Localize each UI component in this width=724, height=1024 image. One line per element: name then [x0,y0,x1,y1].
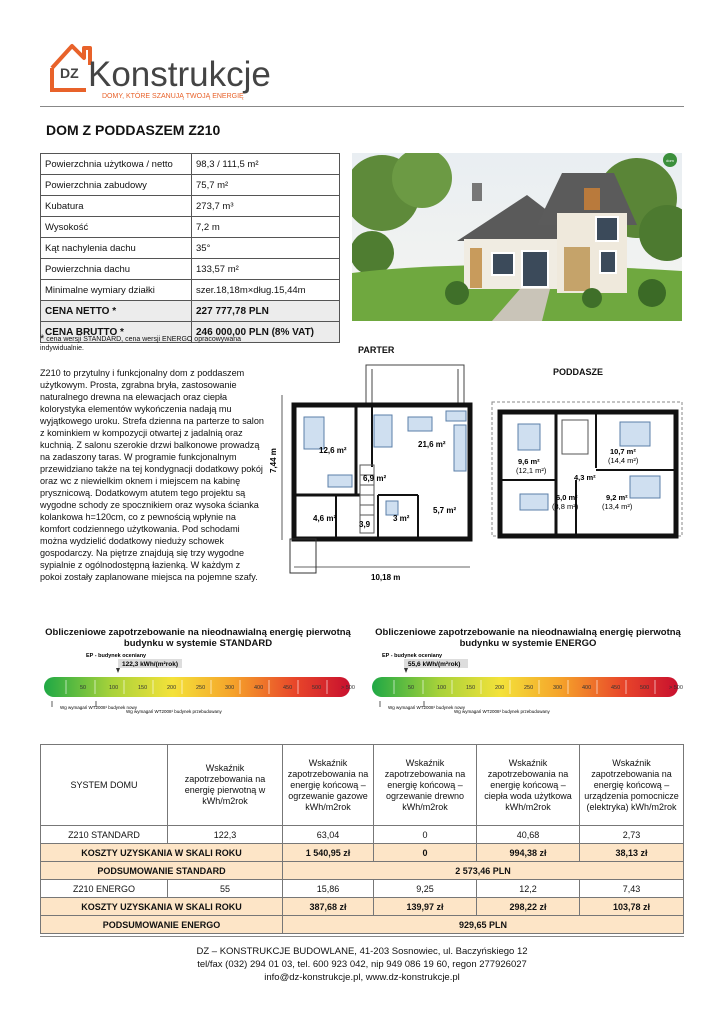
room-label: 3,9 [359,520,371,529]
summary-row [41,916,684,934]
house-description: Z210 to przytulny i funkcjonalny dom z poddaszem użytkowym. Prosta, zgrabna bryła, zastosowanie naturalnego drewna na elewacjach oraz ciepła kolorystyka elementów wykończenia nadają mu wyjątkowego uroku. Strefa dzienna na parterze to salon z kominkiem w kompozycji otwartej z jadalnią oraz kuchnią. Z salonu szerokie drzwi balkonowe prowadzą na zadaszony taras. W programie funkcjonalnym przewidziano także na tej kondygnacji dodatkowy pokój oraz wc z niewielkim oknem i miejscem na kabinę prysznicową. Dodatkowym atutem tego projektu są wygodne schody ze spocznikiem oraz wysoka ścianka kolankowa h=120cm, co z pewnością wpłynie na komfort codziennego użytkowania. Pod schodami można wydzielić dodatkowy nieduży schowek gospodarczy. Na piętrze znajdują się trzy wygodne sypialnie z ogólnodostępną łazienką. W każdym z pokoi zostały zaplanowane miejsca na pojemne szafy. [40,368,264,582]
spec-value: szer.18,18m×dług.15,44m [192,280,340,301]
energy-scale-energo [368,649,684,729]
cost-label: KOSZTY UZYSKANIA W SKALI ROKU [41,898,283,916]
poddasze-floor-plan [490,376,686,542]
energy-scale-standard [40,649,356,729]
table-cell: 40,68 [477,826,580,844]
scale-tick-label: 200 [167,685,177,691]
ep-value-label: 55,6 kWh/(m²rok) [408,661,461,668]
table-cell: 0 [374,826,477,844]
scale-tick-label: 250 [524,685,534,691]
table-cell: 122,3 [168,826,283,844]
table-cell: 38,13 zł [580,844,684,862]
table-cell: 0 [374,844,477,862]
spec-row [41,259,340,280]
table-cell: 139,97 zł [374,898,477,916]
ep-label: EP - budynek oceniany [382,653,443,659]
page-title: DOM Z PODDASZEM Z210 [46,122,221,138]
table-row [41,826,684,844]
footer-phones: tel/fax (032) 294 01 03, tel. 600 923 042, nip 949 086 19 60, regon 277926027 [197,959,527,970]
req-renov-label: Wg wymagań WT2008¹ budynek przebudowany [126,709,222,714]
table-cell: Z210 STANDARD [41,826,168,844]
scale-tick-label: 300 [553,685,563,691]
spec-row [41,154,340,175]
column-header: SYSTEM DOMU [41,745,168,826]
room-label: (14,4 m²) [608,456,639,465]
footer-divider [40,936,684,937]
scale-tick-label: 100 [437,685,447,691]
room-label: 3 m² [393,514,410,523]
column-header: Wskaźnik zapotrzebowania na energię końcową – urządzenia pomocnicze (elektryka) kWh/m2rok [580,745,684,826]
price-label: CENA NETTO * [41,301,192,322]
scale-tick-label: 400 [582,685,592,691]
logo-tagline: DOMY, KTÓRE SZANUJĄ TWOJĄ ENERGIĘ [102,93,244,100]
summary-row [41,862,684,880]
spec-value: 75,7 m² [192,175,340,196]
room-label: (12,1 m²) [516,466,547,475]
column-header: Wskaźnik zapotrzebowania na energię końcową – ciepła woda użytkowa kWh/m2rok [477,745,580,826]
energy-table [40,744,684,934]
logo-dz: DZ [60,65,79,81]
spec-row [41,196,340,217]
table-cell: 2,73 [580,826,684,844]
scale-tick-label: 500 [640,685,650,691]
spec-label: Kubatura [41,196,192,217]
footer-address: DZ – KONSTRUKCJE BUDOWLANE, 41-203 Sosnowiec, ul. Baczyńskiego 12 [196,946,528,957]
room-label: 4,6 m² [313,514,337,523]
spec-label: Kąt nachylenia dachu [41,238,192,259]
table-cell: 7,43 [580,880,684,898]
spec-label: Minimalne wymiary działki [41,280,192,301]
parter-floor-plan [268,355,488,595]
price-value: 246 000,00 PLN (8% VAT) [192,322,340,343]
ep-value-label: 122,3 kWh/(m²rok) [122,661,178,668]
table-cell: 103,78 zł [580,898,684,916]
spec-row [41,175,340,196]
scale-tick-label: 500 [312,685,322,691]
spec-label: Powierzchnia dachu [41,259,192,280]
dim-width: 10,18 m [371,573,401,582]
energy-standard-title: Obliczeniowe zapotrzebowanie na nieodnawialną energię pierwotną budynku w systemie STANDARD [45,627,351,649]
scale-tick-label: > 500 [341,685,355,691]
table-cell: 63,04 [283,826,374,844]
spec-value: 273,7 m³ [192,196,340,217]
cost-label: KOSZTY UZYSKANIA W SKALI ROKU [41,844,283,862]
spec-value: 7,2 m [192,217,340,238]
scale-tick-label: 100 [109,685,119,691]
req-new-label: Wg wymagań WT2008¹ budynek nowy [60,705,138,710]
energy-energo-title: Obliczeniowe zapotrzebowanie na nieodnawialną energię pierwotną budynku w systemie ENERGO [375,627,681,649]
room-label: (13,4 m²) [602,502,633,511]
scale-tick-label: 400 [254,685,264,691]
table-cell: 15,86 [283,880,374,898]
spec-value: 98,3 / 111,5 m² [192,154,340,175]
price-row [41,301,340,322]
scale-tick-label: 450 [283,685,293,691]
summary-label: PODSUMOWANIE ENERGO [41,916,283,934]
parter-label: PARTER [358,345,395,355]
req-renov-label: Wg wymagań WT2008¹ budynek przebudowany [454,709,550,714]
price-note [40,335,280,353]
room-label: 6,0 m² [556,493,578,502]
scale-tick-label: 150 [466,685,476,691]
table-cell: 994,38 zł [477,844,580,862]
photo-badge: dom [666,158,674,163]
scale-tick-label: > 500 [669,685,683,691]
room-label: 5,7 m² [433,506,457,515]
scale-tick-label: 300 [225,685,235,691]
scale-tick-label: 200 [495,685,505,691]
table-cell: 298,22 zł [477,898,580,916]
footer-contact-links[interactable]: info@dz-konstrukcje.pl, www.dz-konstrukcje.pl [264,972,460,983]
spec-row [41,238,340,259]
header-divider [40,106,684,107]
room-label: 4,3 m² [574,473,596,482]
footer [40,945,684,984]
scale-tick-label: 450 [611,685,621,691]
cost-row [41,898,684,916]
req-new-label: Wg wymagań WT2008¹ budynek nowy [388,705,466,710]
spec-label: Powierzchnia zabudowy [41,175,192,196]
company-logo [48,38,308,100]
table-header-row [41,745,684,826]
logo-name: Konstrukcje [88,55,271,94]
table-cell: 387,68 zł [283,898,374,916]
table-cell: 1 540,95 zł [283,844,374,862]
room-label: 9,2 m² [606,493,628,502]
note-text: cena wersji STANDARD, cena wersji ENERGO opracowywana indywidualnie. [40,336,242,352]
ep-label: EP - budynek oceniany [86,653,147,659]
table-cell: 55 [168,880,283,898]
column-header: Wskaźnik zapotrzebowania na energię końcową – ogrzewanie drewno kWh/m2rok [374,745,477,826]
summary-value: 2 573,46 PLN [283,862,684,880]
scale-tick-label: 50 [80,685,87,691]
spec-row [41,280,340,301]
scale-tick-label: 50 [408,685,415,691]
column-header: Wskaźnik zapotrzebowania na energię pierwotną w kWh/m2rok [168,745,283,826]
room-label: 9,6 m² [518,457,540,466]
table-cell: 9,25 [374,880,477,898]
spec-table [40,153,340,343]
poddasze-label: PODDASZE [553,367,604,377]
summary-value: 929,65 PLN [283,916,684,934]
price-label: CENA BRUTTO * [41,322,192,343]
price-value: 227 777,78 PLN [192,301,340,322]
house-photo [352,153,682,321]
spec-row [41,217,340,238]
scale-tick-label: 250 [196,685,206,691]
scale-tick-label: 150 [138,685,148,691]
spec-label: Powierzchnia użytkowa / netto [41,154,192,175]
summary-label: PODSUMOWANIE STANDARD [41,862,283,880]
room-label: (8,8 m²) [552,502,579,511]
cost-row [41,844,684,862]
column-header: Wskaźnik zapotrzebowania na energię końcową – ogrzewanie gazowe kWh/m2rok [283,745,374,826]
room-label: 6,9 m² [363,474,387,483]
table-cell: Z210 ENERGO [41,880,168,898]
spec-value: 133,57 m² [192,259,340,280]
table-cell: 12,2 [477,880,580,898]
table-row [41,880,684,898]
spec-value: 35° [192,238,340,259]
dim-depth: 7,44 m [269,448,278,473]
note-star: * [40,333,45,345]
room-label: 21,6 m² [418,440,446,449]
room-label: 10,7 m² [610,447,636,456]
room-label: 12,6 m² [319,446,347,455]
spec-label: Wysokość [41,217,192,238]
